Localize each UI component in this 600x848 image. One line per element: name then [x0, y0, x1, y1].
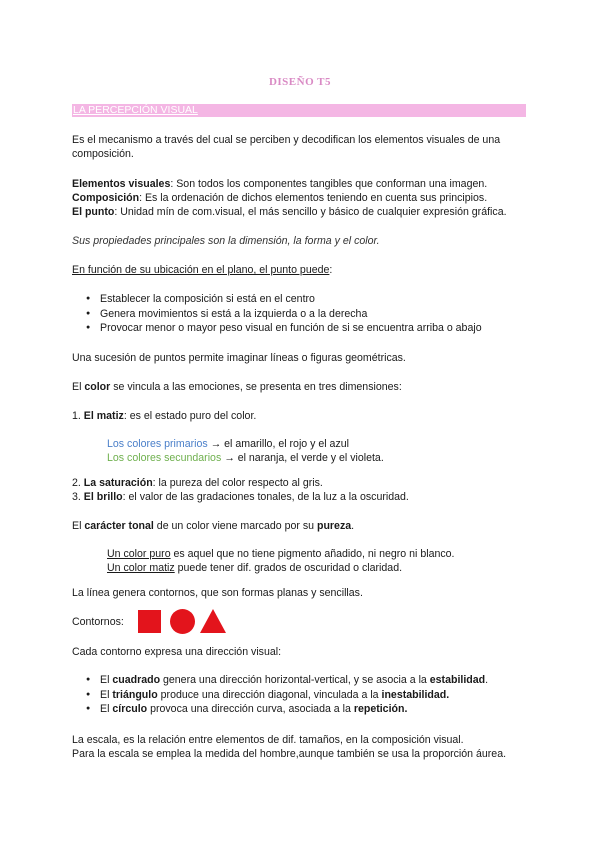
text-run: El [100, 703, 113, 715]
matiz-item [72, 409, 256, 423]
pureza-term: pureza [316, 520, 352, 532]
section-heading-bar [72, 104, 526, 117]
definition-term: Elementos visuales [72, 178, 171, 190]
matiz-color-line [107, 561, 402, 575]
intro-line-2: composición. [72, 148, 134, 160]
item-text: : es el estado puro del color. [123, 410, 257, 422]
matiz-color-label: Un color matiz [107, 562, 175, 574]
text-run: El [100, 674, 113, 686]
matiz-color-text: puede tener dif. grados de oscuridad o claridad. [174, 562, 403, 574]
definition-text: : Es la ordenación de dichos elementos teniendo en cuenta sus principios. [139, 192, 488, 204]
square-shape [138, 610, 161, 633]
list-item: ● Establecer la composición si está en el centro [72, 292, 482, 307]
pure-color-text: es aquel que no tiene pigmento añadido, ni negro ni blanco. [170, 548, 455, 560]
text-run: El [100, 688, 113, 701]
points-sequence: Una sucesión de puntos permite imaginar líneas o figuras geométricas. [72, 352, 406, 364]
tonal-paragraph [72, 519, 354, 533]
secondary-colors [107, 451, 384, 465]
point-heading [72, 263, 332, 277]
line-paragraph: La línea genera contornos, que son formas planas y sencillas. [72, 587, 363, 599]
point-list [72, 292, 482, 336]
secondary-colors-text: → el naranja, el verde y el violeta. [221, 452, 384, 464]
item-term: El matiz [83, 410, 124, 422]
quality-term: inestabilidad. [381, 688, 450, 701]
item-text: : el valor de las gradaciones tonales, de la luz a la oscuridad. [122, 491, 409, 503]
direction-intro: Cada contorno expresa una dirección visual: [72, 646, 282, 658]
section-heading: LA PERCEPCIÓN VISUAL [73, 104, 198, 116]
definition-term: Composición [72, 192, 140, 204]
properties-note: Sus propiedades principales son la dimensión, la forma y el color. [72, 235, 380, 247]
intro-paragraph [72, 133, 500, 161]
list-item [72, 688, 488, 703]
pure-color-label: Un color puro [107, 548, 171, 560]
contours-label: Contornos: [72, 616, 124, 628]
primary-colors [107, 437, 349, 451]
list-item [72, 702, 488, 717]
scale-line-1: La escala, es la relación entre elementos de dif. tamaños, en la composición visual. [72, 734, 464, 746]
list-item: ● Provocar menor o mayor peso visual en función de si se encuentra arriba o abajo [72, 321, 482, 336]
text-run: . [485, 674, 489, 686]
definition-text: : Unidad mín de com.visual, el más sencillo y básico de cualquier expresión gráfica. [114, 206, 507, 218]
circle-shape [170, 609, 195, 634]
pure-color-line [107, 547, 454, 561]
saturacion-item [72, 476, 323, 490]
item-number: 3. [72, 491, 84, 503]
definition-punto [72, 205, 507, 219]
definition-text: : Son todos los componentes tangibles que conforman una imagen. [170, 178, 488, 190]
list-item: ● Genera movimientos si está a la izquierda o a la derecha [72, 307, 482, 322]
text-run: se vincula a las emociones, se presenta en tres dimensiones: [110, 381, 402, 393]
quality-term: repetición. [353, 703, 408, 715]
triangle-shape [200, 609, 226, 633]
definition-composicion [72, 191, 487, 205]
tonal-term: carácter tonal [84, 520, 154, 532]
text-run: genera una dirección horizontal-vertical, y se asocia a la [160, 674, 430, 686]
primary-colors-label: Los colores primarios [107, 438, 208, 450]
text-run: de un color viene marcado por su [153, 520, 317, 532]
definition-elementos [72, 177, 487, 191]
color-term: color [84, 381, 111, 393]
point-heading-text: En función de su ubicación en el plano, el punto puede [72, 264, 330, 276]
document-title: DISEÑO T5 [268, 76, 332, 88]
secondary-colors-label: Los colores secundarios [107, 452, 222, 464]
text-run: El [72, 520, 85, 532]
direction-list [72, 673, 488, 717]
point-heading-colon: : [329, 264, 333, 276]
text-run: produce una dirección diagonal, vinculada a la [157, 688, 382, 701]
intro-line-1: Es el mecanismo a través del cual se perciben y decodifican los elementos visuales de una [72, 134, 501, 146]
list-item [72, 673, 488, 688]
shape-term: círculo [112, 703, 148, 715]
color-intro [72, 380, 402, 394]
item-number: 1. [72, 410, 84, 422]
text-run: El [72, 381, 85, 393]
brillo-item [72, 490, 409, 504]
item-number: 2. [72, 477, 84, 489]
item-text: : la pureza del color respecto al gris. [152, 477, 323, 489]
shape-term: cuadrado [112, 674, 161, 686]
scale-line-2: Para la escala se emplea la medida del hombre,aunque también se usa la proporción áurea. [72, 748, 507, 760]
item-term: El brillo [83, 491, 123, 503]
text-run: provoca una dirección curva, asociada a la [147, 703, 354, 715]
primary-colors-text: → el amarillo, el rojo y el azul [207, 438, 349, 450]
text-run: . [351, 520, 355, 532]
definition-term: El punto [72, 206, 115, 218]
shape-term: triángulo [112, 688, 158, 701]
item-term: La saturación [83, 477, 153, 489]
quality-term: estabilidad [429, 674, 486, 686]
